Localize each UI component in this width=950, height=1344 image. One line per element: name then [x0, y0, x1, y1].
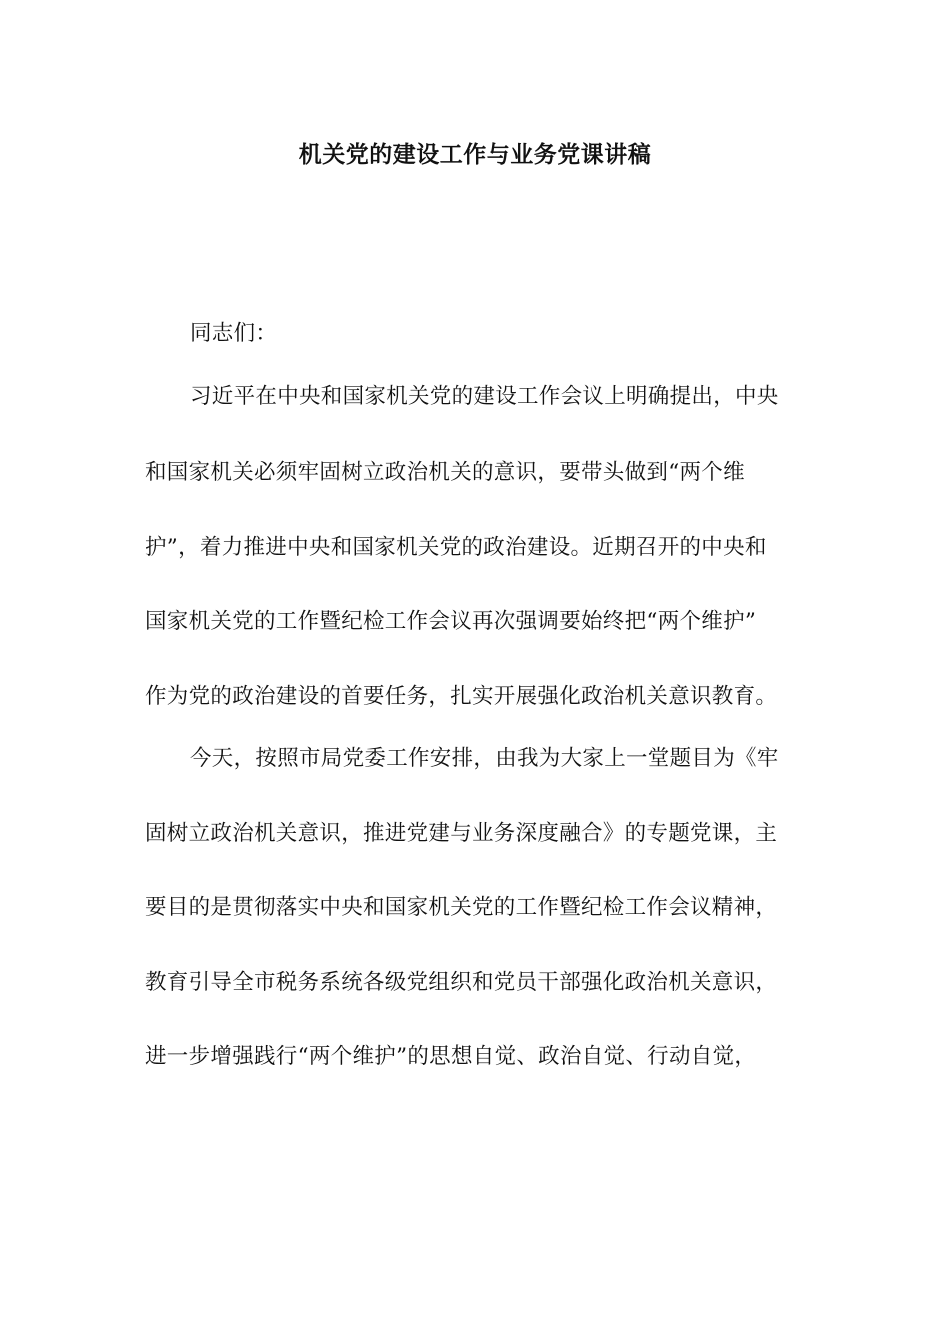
- paragraph-2-line-2: 固树立政治机关意识，推进党建与业务深度融合》的专题党课，主: [145, 821, 778, 846]
- document-title: 机关党的建设工作与业务党课讲稿: [298, 141, 652, 168]
- paragraph-2-line-5: 进一步增强践行“两个维护”的思想自觉、政治自觉、行动自觉，: [145, 1044, 757, 1069]
- paragraph-1-line-5: 作为党的政治建设的首要任务，扎实开展强化政治机关意识教育。: [145, 684, 778, 709]
- salutation: 同志们：: [190, 321, 278, 346]
- paragraph-2-line-4: 教育引导全市税务系统各级党组织和党员干部强化政治机关意识，: [145, 970, 778, 995]
- paragraph-1-line-1: 习近平在中央和国家机关党的建设工作会议上明确提出，中央: [190, 384, 779, 409]
- paragraph-2-line-3: 要目的是贯彻落实中央和国家机关党的工作暨纪检工作会议精神，: [145, 895, 778, 920]
- paragraph-1-line-2: 和国家机关必须牢固树立政治机关的意识，要带头做到“两个维: [145, 460, 745, 485]
- paragraph-1-line-3: 护”，着力推进中央和国家机关党的政治建设。近期召开的中央和: [145, 535, 767, 560]
- paragraph-2-line-1: 今天，按照市局党委工作安排，由我为大家上一堂题目为《牢: [190, 746, 779, 771]
- paragraph-1-line-4: 国家机关党的工作暨纪检工作会议再次强调要始终把“两个维护”: [145, 609, 757, 634]
